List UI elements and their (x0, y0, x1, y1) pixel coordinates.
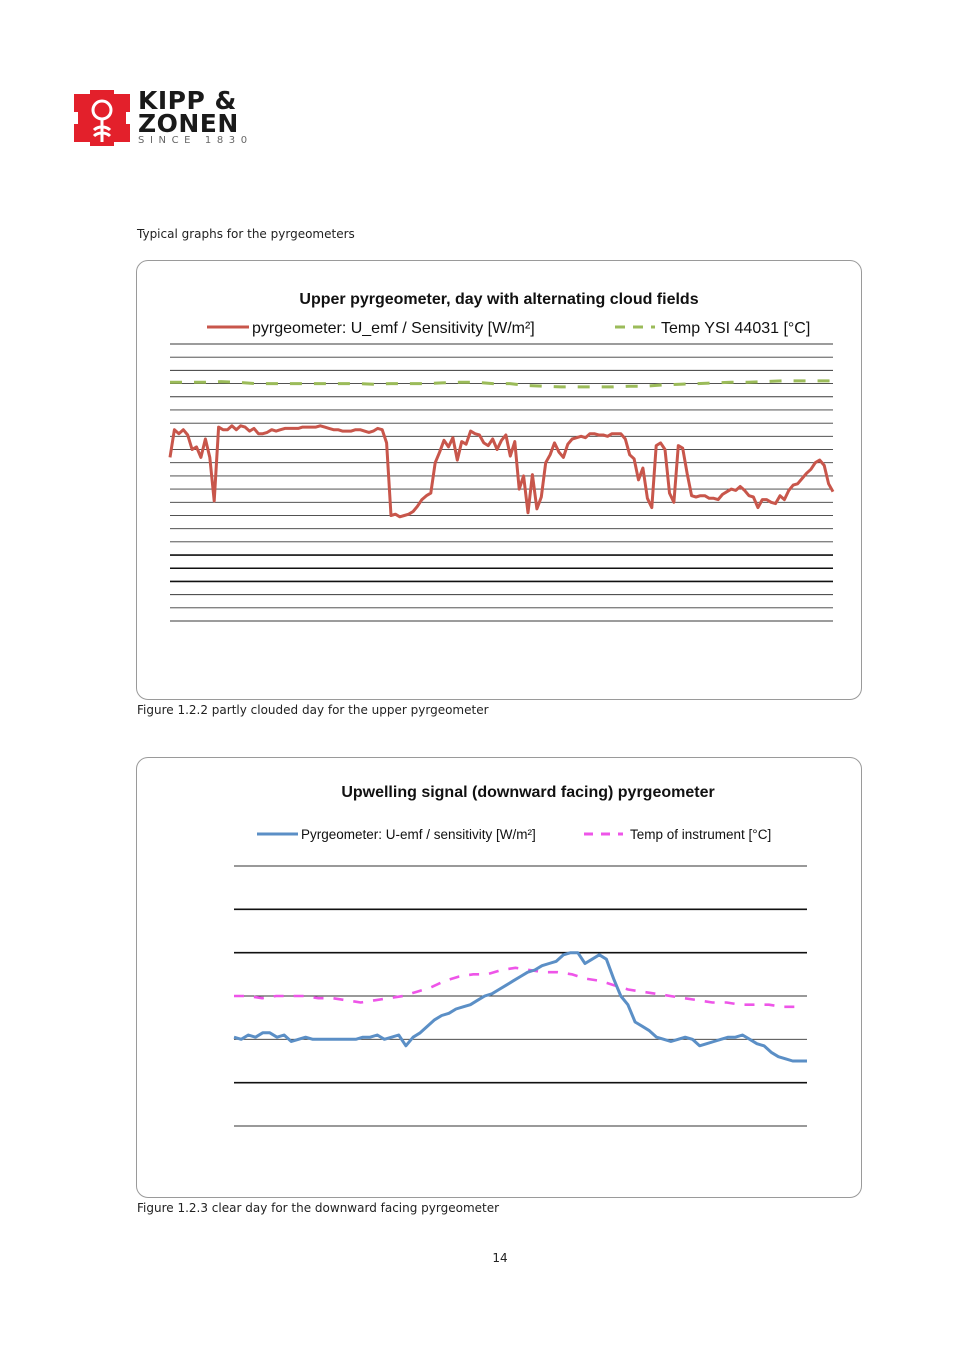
chart-upper-pyrgeometer (136, 260, 862, 700)
chart-upper-svg (137, 261, 861, 699)
legend-label-pyrgeometer: pyrgeometer: U_emf / Sensitivity [W/m²] (252, 320, 535, 337)
series-line-pyrgeometer (234, 953, 807, 1061)
legend-label-temp: Temp of instrument [°C] (630, 827, 772, 842)
figure-caption-2: Figure 1.2.3 clear day for the downward facing pyrgeometer (137, 1201, 500, 1215)
series-line-pyrgeometer (170, 426, 833, 517)
figure-caption-1: Figure 1.2.2 partly clouded day for the upper pyrgeometer (137, 703, 489, 717)
chart-title: Upwelling signal (downward facing) pyrgeometer (341, 784, 715, 801)
intro-text: Typical graphs for the pyrgeometers (137, 227, 355, 241)
logo-since: SINCE 1830 (138, 135, 253, 146)
legend-label-pyrgeometer: Pyrgeometer: U-emf / sensitivity [W/m²] (301, 827, 536, 842)
chart-title: Upper pyrgeometer, day with alternating cloud fields (299, 291, 699, 308)
chart-downward-pyrgeometer (136, 757, 862, 1198)
legend-label-temp: Temp YSI 44031 [°C] (661, 320, 811, 337)
logo-word-zonen: ZONEN (138, 109, 239, 138)
page-number: 14 (492, 1251, 508, 1265)
kipp-zonen-logo (74, 88, 264, 148)
logo-emblem-icon (74, 90, 130, 146)
chart-downward-svg (137, 758, 861, 1197)
series-line-temp (234, 968, 797, 1007)
logo-word-kipp: KIPP & (138, 86, 237, 115)
